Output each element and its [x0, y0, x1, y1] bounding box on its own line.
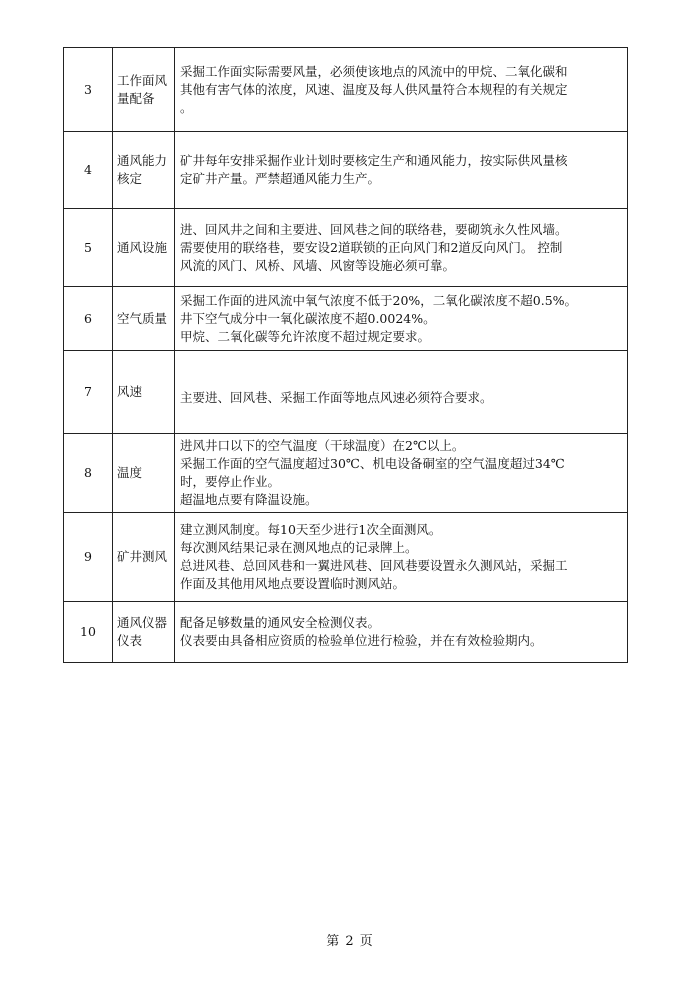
table-row — [64, 209, 628, 287]
row-description — [175, 602, 628, 663]
description-line: 建立测风制度。每10天至少进行1次全面测风。 — [180, 522, 442, 537]
description-line: 需要使用的联络巷，要安设2道联锁的正向风门和2道反向风门。 控制 — [180, 239, 563, 255]
description-line: 定矿井产量。严禁超通风能力生产。 — [180, 171, 381, 186]
table-row — [64, 287, 628, 351]
description-line: 井下空气成分中一氧化碳浓度不超0.0024%。 — [180, 310, 436, 326]
row-item: 温度 — [113, 434, 175, 513]
row-number: 5 — [64, 209, 113, 287]
table-row — [64, 132, 628, 209]
row-item: 工作面风量配备 — [113, 48, 175, 132]
table-row — [64, 602, 628, 663]
row-number: 6 — [64, 287, 113, 351]
description-line: 配备足够数量的通风安全检测仪表。 — [180, 615, 381, 630]
row-number: 7 — [64, 351, 113, 434]
description-line: 。 — [180, 99, 193, 115]
description-line: 时，要停止作业。 — [180, 474, 281, 489]
row-item: 矿井测风 — [113, 513, 175, 602]
description-line: 其他有害气体的浓度，风速、温度及每人供风量符合本规程的有关规定 — [180, 81, 568, 97]
row-number: 10 — [64, 602, 113, 663]
row-number: 3 — [64, 48, 113, 132]
row-description — [175, 287, 628, 351]
row-number: 4 — [64, 132, 113, 209]
description-line: 作面及其他用风地点要设置临时测风站。 — [180, 576, 406, 591]
row-description — [175, 513, 628, 602]
ventilation-requirements-table — [63, 47, 628, 663]
description-line: 风流的风门、风桥、风墙、风窗等设施必须可靠。 — [180, 257, 456, 273]
table-row — [64, 48, 628, 132]
description-line: 采掘工作面的进风流中氧气浓度不低于20%，二氧化碳浓度不超0.5%。 — [180, 292, 578, 308]
row-item: 风速 — [113, 351, 175, 434]
description-line: 总进风巷、总回风巷和一翼进风巷、回风巷要设置永久测风站，采掘工 — [180, 558, 568, 573]
row-description — [175, 434, 628, 513]
row-description — [175, 132, 628, 209]
description-line: 采掘工作面实际需要风量，必须使该地点的风流中的甲烷、二氧化碳和 — [180, 63, 568, 79]
description-line: 超温地点要有降温设施。 — [180, 492, 318, 507]
row-item: 通风仪器仪表 — [113, 602, 175, 663]
description-line: 主要进、回风巷、采掘工作面等地点风速必须符合要求。 — [180, 390, 493, 405]
table-row — [64, 513, 628, 602]
row-item: 通风设施 — [113, 209, 175, 287]
row-description — [175, 209, 628, 287]
row-item: 空气质量 — [113, 287, 175, 351]
row-number: 9 — [64, 513, 113, 602]
row-number: 8 — [64, 434, 113, 513]
row-item: 通风能力核定 — [113, 132, 175, 209]
description-line: 进、回风井之间和主要进、回风巷之间的联络巷，要砌筑永久性风墙。 — [180, 221, 568, 237]
row-description — [175, 48, 628, 132]
description-line: 仪表要由具备相应资质的检验单位进行检验，并在有效检验期内。 — [180, 633, 543, 648]
description-line: 甲烷、二氧化碳等允许浓度不超过规定要求。 — [180, 328, 431, 344]
description-line: 采掘工作面的空气温度超过30℃、机电设备硐室的空气温度超过34℃ — [180, 456, 565, 471]
description-line: 每次测风结果记录在测风地点的记录牌上。 — [180, 540, 418, 555]
description-line: 矿井每年安排采掘作业计划时要核定生产和通风能力，按实际供风量核 — [180, 153, 568, 168]
page-number-footer: 第 2 页 — [326, 934, 374, 949]
description-line: 进风井口以下的空气温度（干球温度）在2℃以上。 — [180, 438, 465, 453]
row-description — [175, 351, 628, 434]
table-row — [64, 351, 628, 434]
table-row — [64, 434, 628, 513]
